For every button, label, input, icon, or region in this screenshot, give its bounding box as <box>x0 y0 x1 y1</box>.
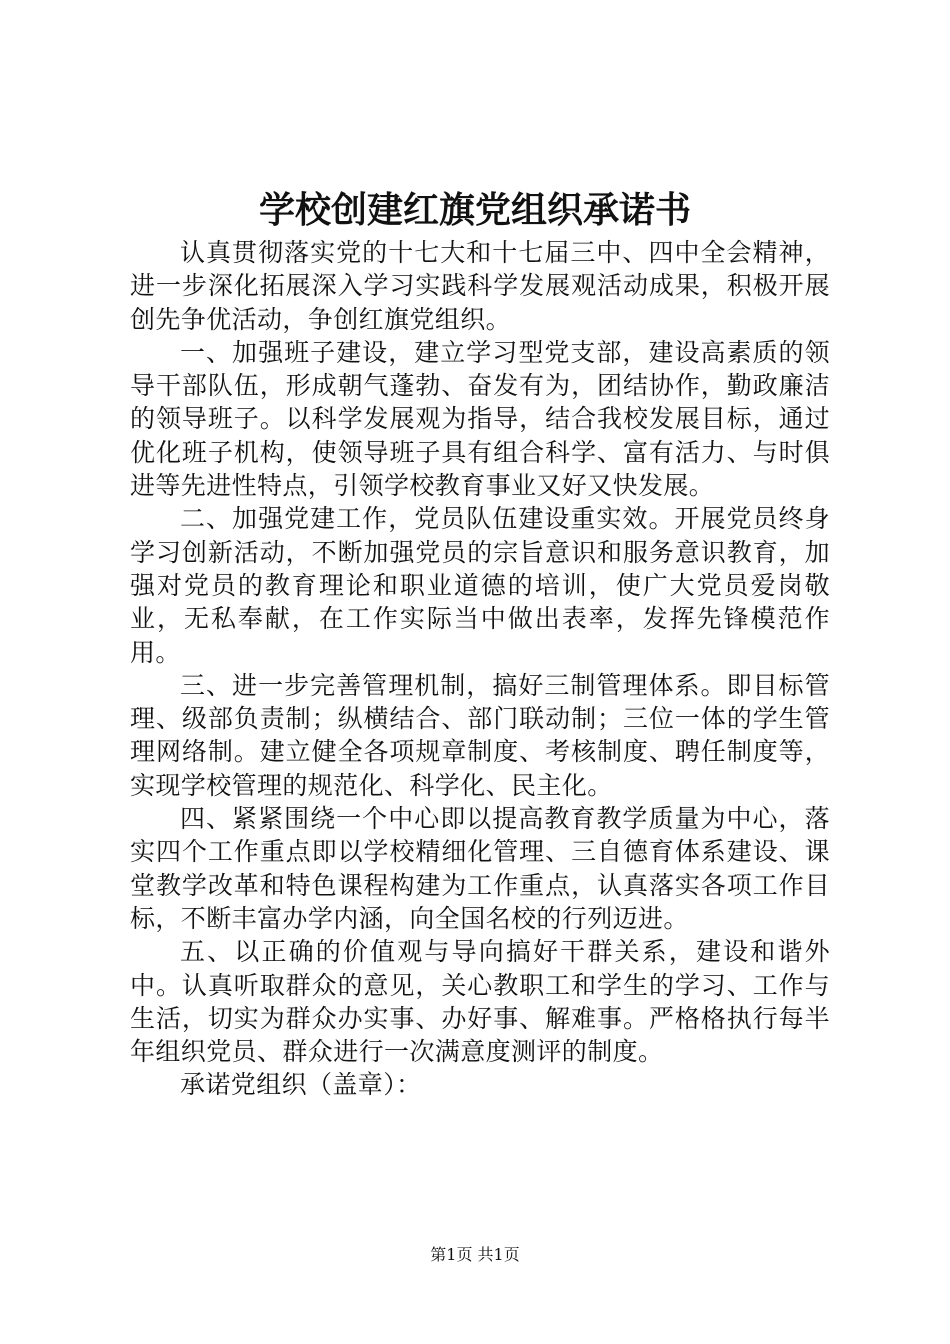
document-body <box>130 236 830 1102</box>
paragraph-item-3: 三、进一步完善管理机制，搞好三制管理体系。即目标管理、级部负责制；纵横结合、部门联动制；三位一体的学生管理网络制。建立健全各项规章制度、考核制度、聘任制度等，实现学校管理的规范化、科学化、民主化。 <box>130 670 830 800</box>
signature-line: 承诺党组织（盖章）： <box>180 1070 422 1100</box>
paragraph-item-1: 一、加强班子建设，建立学习型党支部，建设高素质的领导干部队伍，形成朝气蓬勃、奋发有为，团结协作，勤政廉洁的领导班子。以科学发展观为指导，结合我校发展目标，通过优化班子机构，使领导班子具有组合科学、富有活力、与时俱进等先进性特点，引领学校教育事业又好又快发展。 <box>130 337 830 501</box>
document-title: 学校创建红旗党组织承诺书 <box>258 189 691 231</box>
paragraph-item-4: 四、紧紧围绕一个中心即以提高教育教学质量为中心，落实四个工作重点即以学校精细化管理、三自德育体系建设、课堂教学改革和特色课程构建为工作重点，认真落实各项工作目标，不断丰富办学内涵，向全国名校的行列迈进。 <box>130 804 830 933</box>
paragraph-item-5: 五、以正确的价值观与导向搞好干群关系，建设和谐外中。认真听取群众的意见，关心教职工和学生的学习、工作与生活，切实为群众办实事、办好事、解难事。严格格执行每半年组织党员、群众进行一次满意度测评的制度。 <box>130 937 830 1067</box>
paragraph-item-2: 二、加强党建工作，党员队伍建设重实效。开展党员终身学习创新活动，不断加强党员的宗旨意识和服务意识教育，加强对党员的教育理论和职业道德的培训，使广大党员爱岗敬业，无私奉献，在工作实际当中做出表率，发挥先锋模范作用。 <box>130 504 830 667</box>
paragraph-intro: 认真贯彻落实党的十七大和十七届三中、四中全会精神，进一步深化拓展深入学习实践科学发展观活动成果，积极开展创先争优活动，争创红旗党组织。 <box>130 238 830 334</box>
page-footer: 第1页 共1页 <box>430 1245 520 1264</box>
